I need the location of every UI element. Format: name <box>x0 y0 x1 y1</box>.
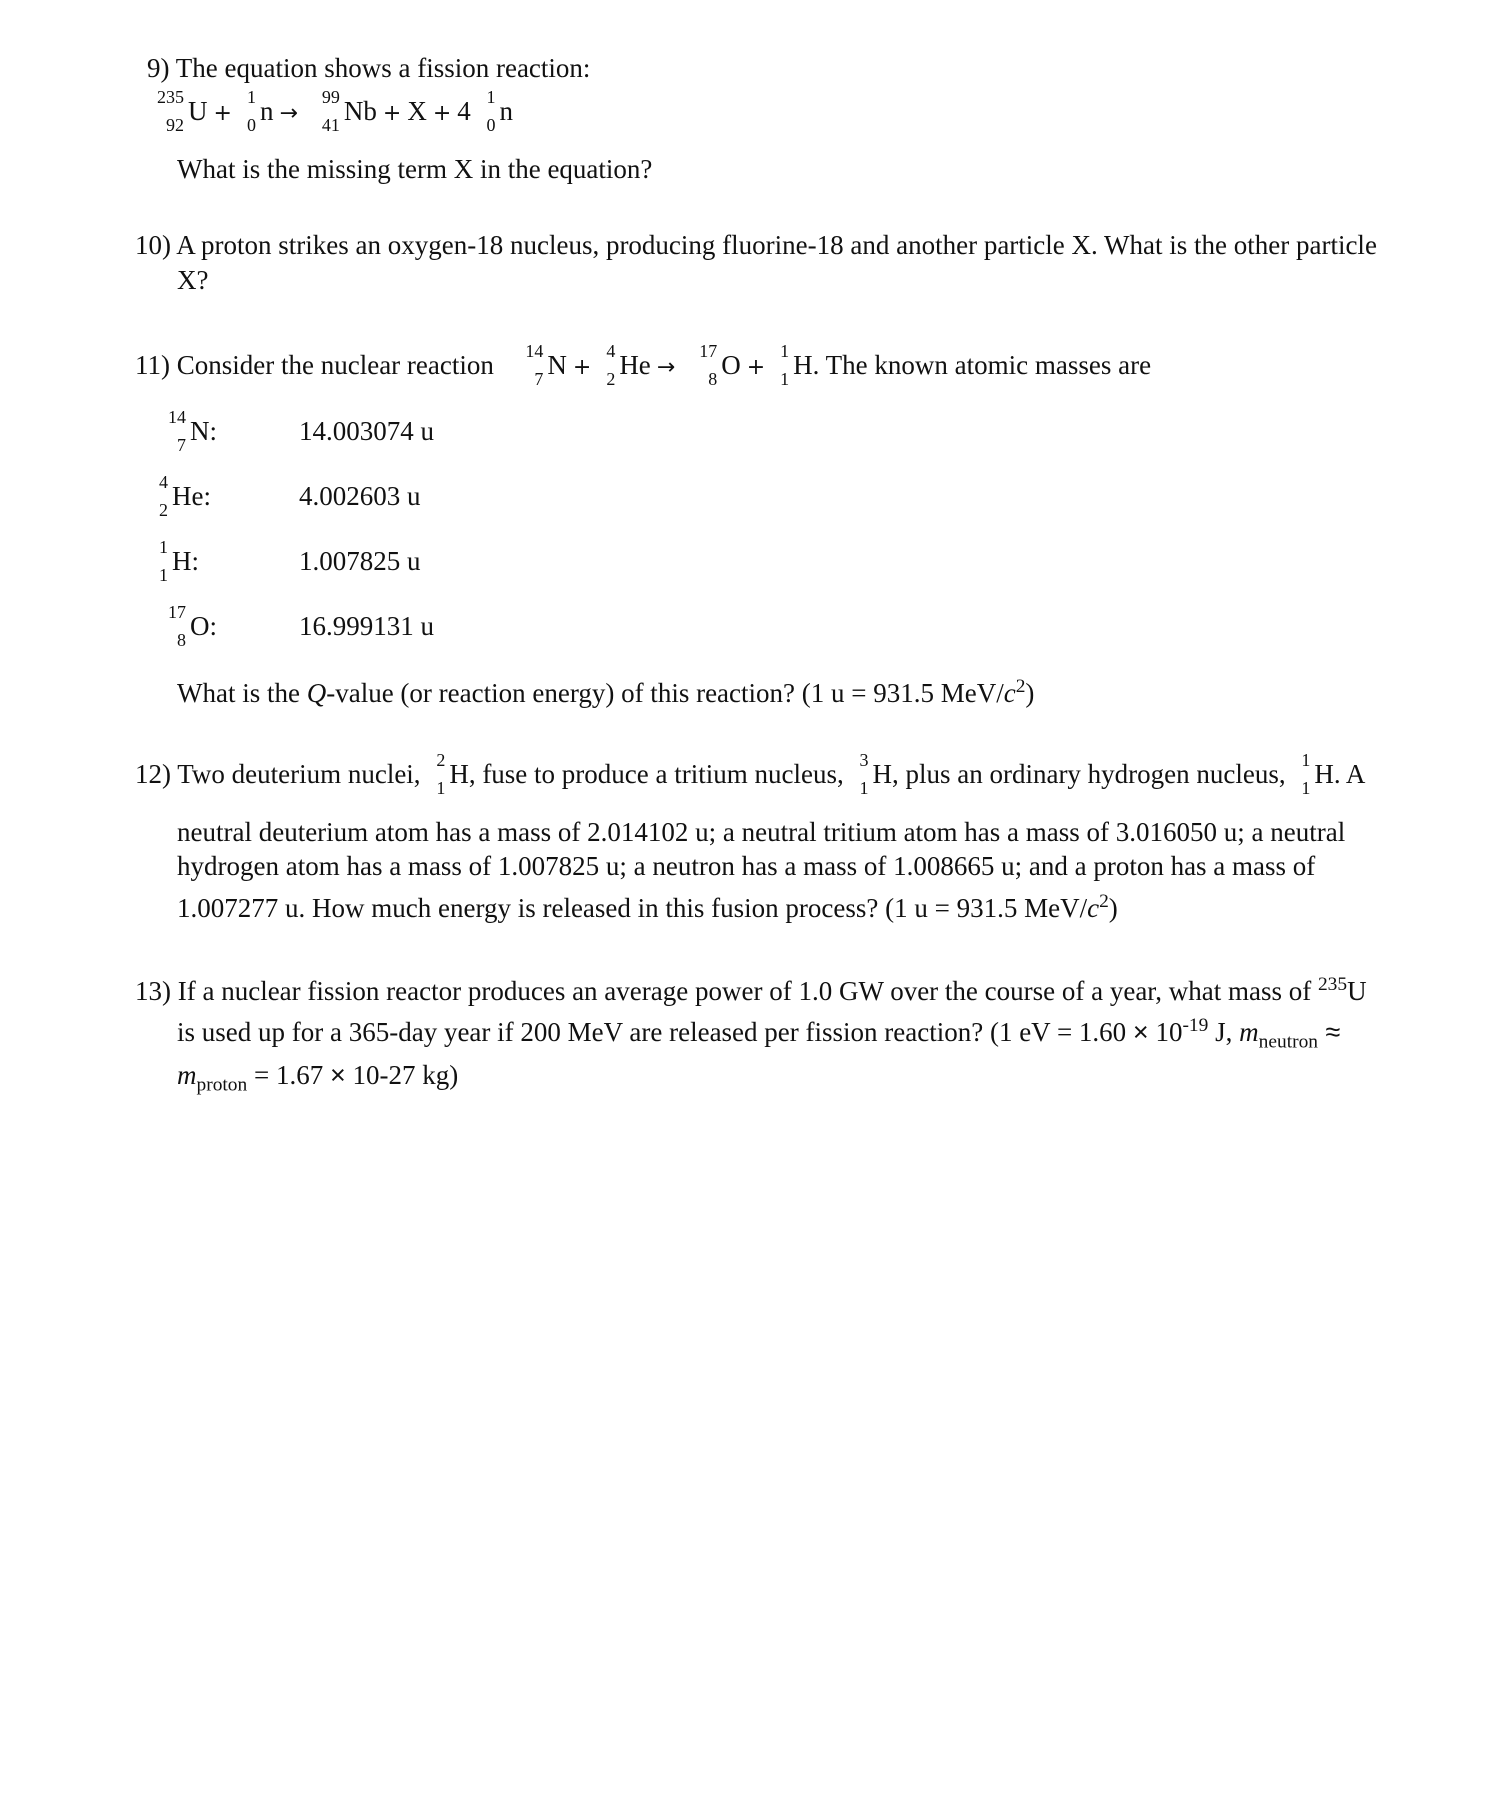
q9-unknown-x: X <box>407 96 427 126</box>
arrow-icon: → <box>279 101 298 126</box>
q12-line3: hydrogen atom has a mass of 1.007825 u; a neutron has a mass of 1.008665 u; and a proton has a mass of <box>177 851 1316 881</box>
q12-line1: 12) Two deuterium nuclei, 2 1 H, fuse to produce a tritium nucleus, 3 1 H, plus an ordinary hydrogen nucleus, 1 1 H. A <box>135 750 1366 798</box>
q9-nuclide-uranium: 235 92 U <box>157 87 208 135</box>
times-sign: × <box>1132 1017 1149 1047</box>
q11-nuclide-oxygen: 17 8 O <box>699 341 741 389</box>
q11-intro: 11) Consider the nuclear reaction 14 7 N + 4 2 He → 17 8 O + 1 1 H. The known atomic masses are <box>135 341 1152 389</box>
q9-stem <box>147 55 590 82</box>
q9-question: What is the missing term X in the equation? <box>177 154 653 184</box>
q13-line2: is used up for a 365-day year if 200 MeV are released per fission reaction? (1 eV = $1.60 \times 10^{-19}$ J, $m_{neutron}$ ≈ <box>177 1015 1341 1053</box>
q12-number: 12) <box>135 759 171 789</box>
q11-mass-row-nitrogen: 14 7 N: <box>168 407 217 455</box>
arrow-icon: → <box>656 355 676 380</box>
q11-mass-row-hydrogen: 1 1 H: <box>159 537 199 585</box>
q9-nuclide-niobium: 99 41 Nb <box>321 87 377 135</box>
q12-nuclide-hydrogen: 1 1 H <box>1301 750 1334 798</box>
q9-nuclide-neutron-product: 1 0 n <box>486 87 513 135</box>
q10-number: 10) <box>135 230 171 260</box>
q13-line3: $m_{proton} = 1.67 \times 10-27$ kg) <box>177 1060 459 1096</box>
q13-number: 13) <box>135 976 171 1006</box>
q12-nuclide-deuterium: 2 1 H <box>436 750 469 798</box>
q11-mass-row-oxygen: 17 8 O: <box>168 602 217 650</box>
q11-mass-value-nitrogen: 14.003074 u <box>299 416 434 446</box>
q9-stem-text: The equation shows a fission reaction: <box>175 53 591 83</box>
q10-line1: 10) A proton strikes an oxygen-18 nucleus, producing fluorine-18 and another particle X. What is the other particle <box>135 230 1377 260</box>
q9-nuclide-neutron: 1 0 n <box>246 87 274 135</box>
q11-nuclide-hydrogen: 1 1 H <box>780 341 813 389</box>
q11-mass-value-oxygen: 16.999131 u <box>299 611 434 641</box>
q11-mass-row-helium: 4 2 He: <box>159 472 211 520</box>
q11-nuclide-nitrogen: 14 7 N <box>525 341 567 389</box>
q11-nuclide-helium: 4 2 He <box>606 341 651 389</box>
q9-number: 9) <box>147 53 170 83</box>
q11-number: 11) <box>135 350 170 380</box>
q12-line4: 1.007277 u. How much energy is released in this fusion process? (1 u = 931.5 MeV/$c^2$) <box>177 891 1118 923</box>
q10-line2: X? <box>177 265 209 295</box>
q11-mass-value-helium: 4.002603 u <box>299 481 421 511</box>
q12-line2: neutral deuterium atom has a mass of 2.014102 u; a neutral tritium atom has a mass of 3.016050 u; a neutral <box>177 817 1346 847</box>
q11-question: What is the Q-value (or reaction energy) of this reaction? (1 u = 931.5 MeV/$c^2$) <box>177 676 1035 708</box>
q9-equation: 235 92 U + 1 0 n → 99 41 Nb + X + 4 1 0 n <box>148 98 513 125</box>
q9-coefficient: 4 <box>457 96 471 126</box>
q11-mass-value-hydrogen: 1.007825 u <box>299 546 421 576</box>
q13-line1: 13) If a nuclear fission reactor produces an average power of 1.0 GW over the course of a year, what mass of $^{235}$U <box>135 974 1367 1006</box>
approx-sign: ≈ <box>1318 1017 1341 1047</box>
q12-nuclide-tritium: 3 1 H <box>859 750 892 798</box>
